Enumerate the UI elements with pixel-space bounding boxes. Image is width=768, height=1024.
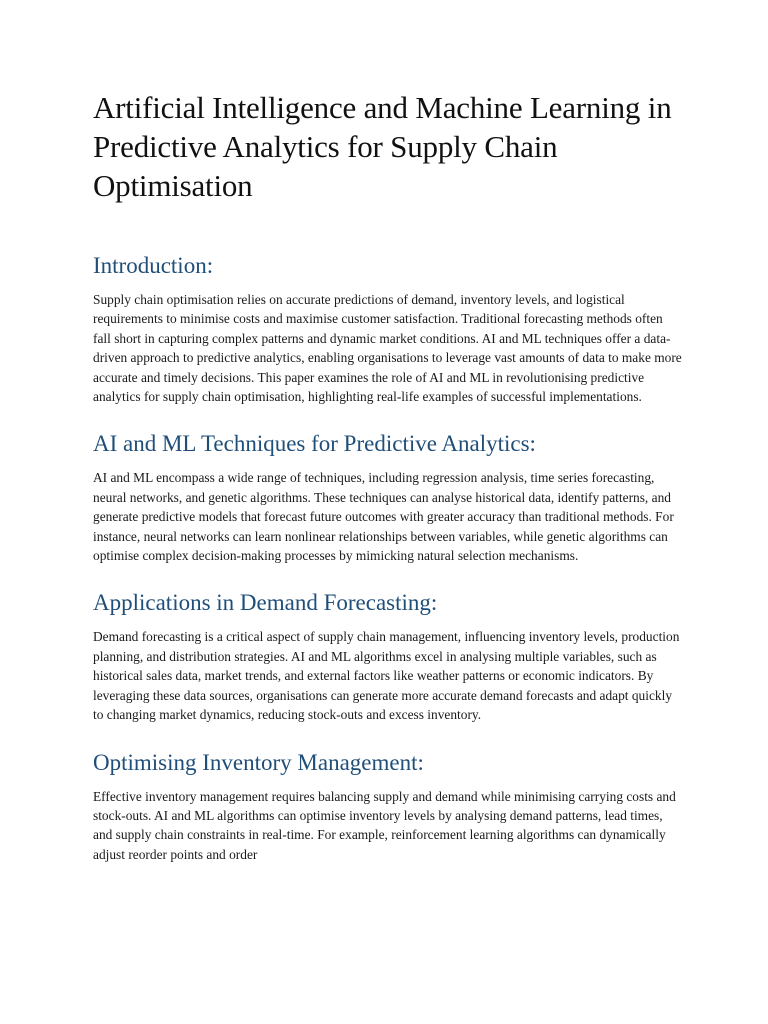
section-heading: AI and ML Techniques for Predictive Analytics:	[93, 431, 536, 457]
section-demand-forecasting	[93, 589, 683, 724]
section-heading: Applications in Demand Forecasting:	[93, 590, 438, 616]
section-heading: Introduction:	[93, 253, 214, 278]
section-ai-ml-techniques	[93, 430, 683, 565]
section-inventory-management	[93, 749, 683, 865]
document-content	[93, 88, 683, 888]
section-paragraph: Supply chain optimisation relies on accurate predictions of demand, inventory levels, and logistical requirements to minimise costs and maximise customer satisfaction. Traditional forecasting methods often fall short in capturing complex patterns and dynamic market conditions. AI and ML techniques offer a data-driven approach to predictive analytics, enabling organisations to leverage vast amounts of data to make more accurate and timely decisions. This paper examines the role of AI and ML in revolutionising predictive analytics for supply chain optimisation, highlighting real-life examples of successful implementations.	[93, 292, 682, 405]
section-paragraph: AI and ML encompass a wide range of techniques, including regression analysis, time series forecasting, neural networks, and genetic algorithms. These techniques can analyse historical data, identify patterns, and generate predictive models that forecast future outcomes with greater accuracy than traditional methods. For instance, neural networks can learn nonlinear relationships between variables, while genetic algorithms can optimise complex decision-making processes by mimicking natural selection mechanisms.	[93, 470, 674, 564]
section-introduction	[93, 252, 683, 406]
document-title: Artificial Intelligence and Machine Learning in Predictive Analytics for Supply Chain Optimisation	[93, 90, 672, 203]
section-paragraph: Effective inventory management requires balancing supply and demand while minimising carrying costs and stock-outs. AI and ML algorithms can optimise inventory levels by analysing demand patterns, lead times, and supply chain constraints in real-time. For example, reinforcement learning algorithms can dynamically adjust reorder points and order	[93, 788, 676, 862]
section-paragraph: Demand forecasting is a critical aspect of supply chain management, influencing inventory levels, production planning, and distribution strategies. AI and ML algorithms excel in analysing multiple variables, such as historical sales data, market trends, and external factors like weather patterns or economic indicators. By leveraging these data sources, organisations can generate more accurate demand forecasts and adapt quickly to changing market dynamics, reducing stock-outs and excess inventory.	[93, 629, 680, 723]
section-heading: Optimising Inventory Management:	[93, 749, 424, 775]
